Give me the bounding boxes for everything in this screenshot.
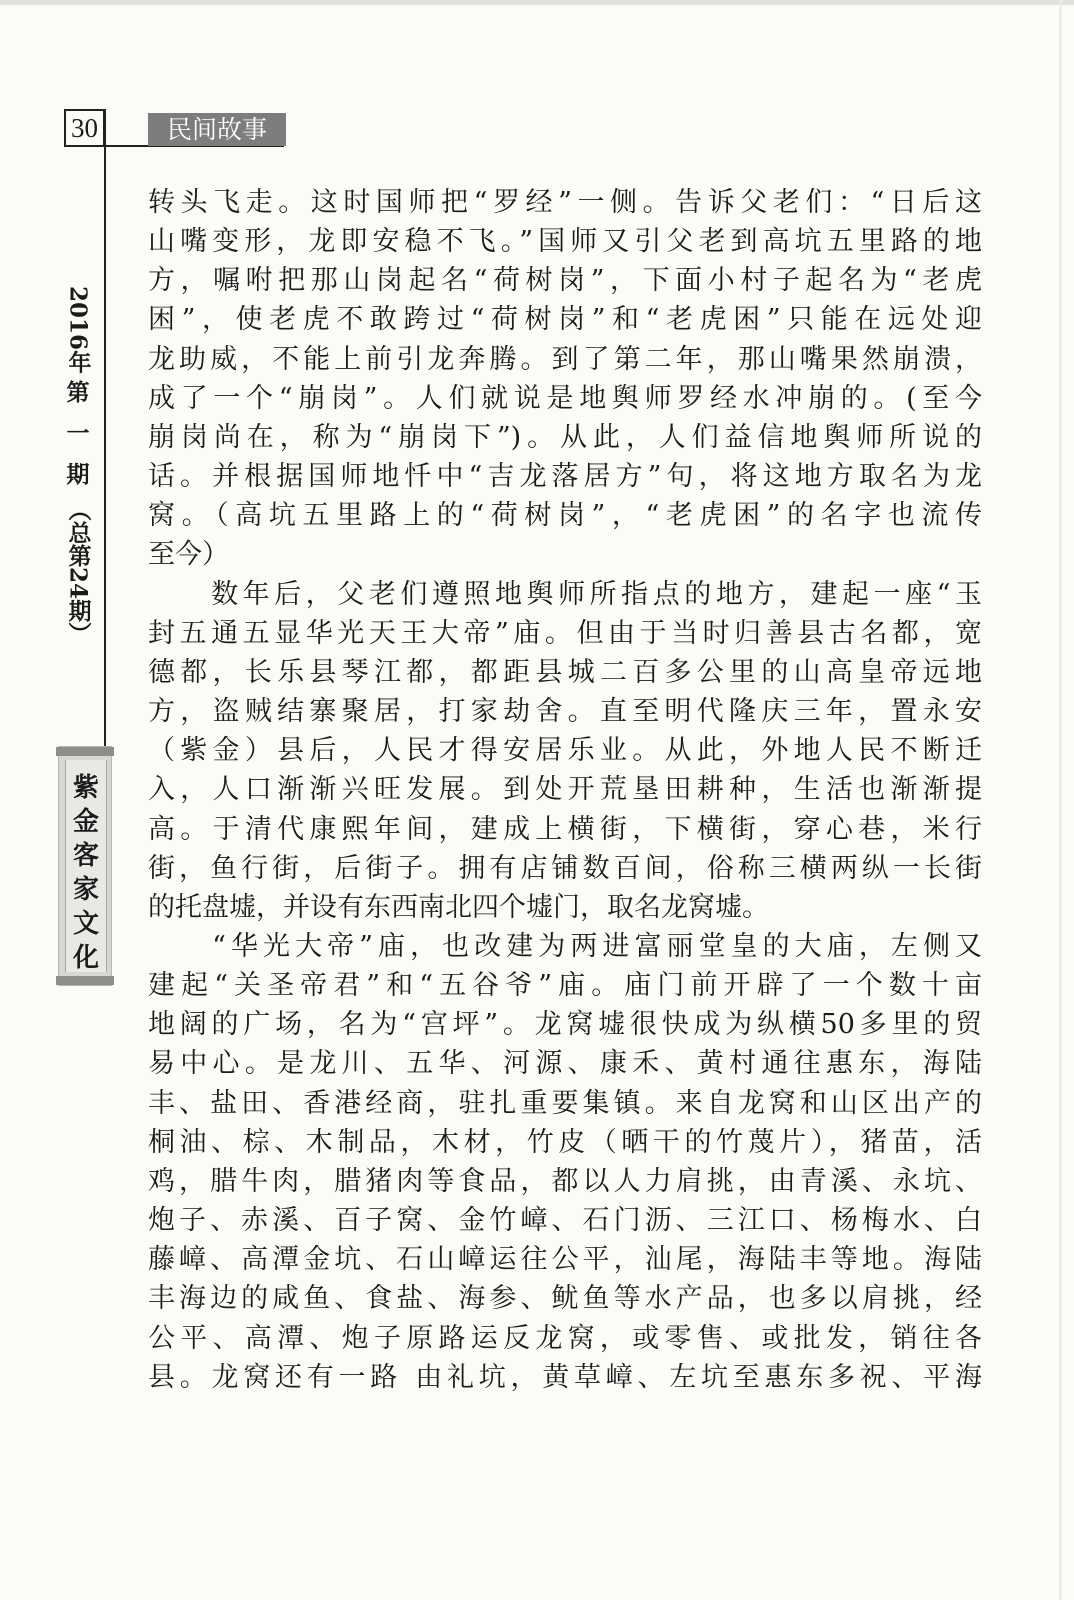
text-line: 藤嶂、高潭金坑、石山嶂运往公平，汕尾，海陆丰等地。海陆 — [148, 1244, 982, 1276]
text-line: 建起“关圣帝君”和“五谷爷”庙。庙门前开辟了一个数十亩 — [148, 970, 982, 1002]
section-title: 民间故事 — [148, 113, 286, 146]
text-line: 困”，使老虎不敢跨过“荷树岗”和“老虎困”只能在远处迎 — [148, 304, 982, 336]
logo-char: 客 — [72, 841, 99, 871]
text-line: 桐油、棕、木制品，木材，竹皮（晒干的竹蔑片），猪苗，活 — [148, 1126, 982, 1158]
logo-scroll — [58, 746, 112, 986]
publication-logo — [59, 771, 113, 975]
issue-char-2: 一 — [66, 420, 90, 447]
text-line: 方，嘱咐把那山岗起名“荷树岗”，下面小村子起名为“老虎 — [148, 265, 982, 297]
text-line: 地阔的广场，名为“宫坪”。龙窝墟很快成为纵横50多里的贸 — [148, 1009, 982, 1041]
logo-char: 家 — [72, 875, 99, 905]
text-line: 街，鱼行街，后街子。拥有店铺数百间，俗称三横两纵一长街 — [148, 852, 982, 884]
text-line: 炮子、赤溪、百子窝、金竹嶂、石门沥、三江口、杨梅水、白 — [148, 1205, 982, 1237]
issue-info — [60, 286, 96, 647]
text-line: （紫金）县后，人民才得安居乐业。从此，外地人民不断迁 — [148, 735, 982, 767]
right-edge — [1059, 0, 1062, 1600]
issue-char-3: 期 — [66, 461, 90, 488]
text-line: 龙助威，不能上前引龙奔腾。到了第二年，那山嘴果然崩溃， — [148, 343, 982, 375]
scroll-cap-bottom — [56, 976, 114, 985]
logo-char: 紫 — [72, 773, 99, 803]
text-line: 数年后，父老们遵照地舆师所指点的地方，建起一座“玉 — [148, 578, 982, 610]
logo-char: 金 — [72, 807, 99, 837]
margin-divider — [104, 109, 106, 749]
page-number: 30 — [64, 109, 105, 147]
text-line: 崩岗尚在，称为“崩岗下”)。从此，人们益信地舆师所说的 — [148, 421, 982, 453]
text-line: 德都，长乐县琴江都，都距县城二百多公里的山高皇帝远地 — [148, 656, 982, 688]
top-edge — [0, 0, 1074, 5]
logo-char: 文 — [72, 909, 99, 939]
text-line: 至今） — [148, 539, 229, 571]
logo-char: 化 — [72, 943, 99, 973]
text-line: 山嘴变形，龙即安稳不飞。”国师又引父老到高坑五里路的地 — [148, 226, 982, 258]
issue-char-1: 第 — [66, 379, 90, 406]
text-line: 成了一个“崩岗”。人们就说是地舆师罗经水冲崩的。(至今 — [148, 382, 982, 414]
text-line: 的托盘墟，并设有东西南北四个墟门，取名龙窝墟。 — [148, 891, 769, 923]
text-line: 鸡，腊牛肉，腊猪肉等食品，都以人力肩挑，由青溪、永坑、 — [148, 1165, 982, 1197]
text-line: 丰、盐田、香港经商，驻扎重要集镇。来自龙窝和山区出产的 — [148, 1087, 982, 1119]
text-line: 封五通五显华光天王大帝”庙。但由于当时归善县古名都，宽 — [148, 617, 982, 649]
text-line: 窝。（高坑五里路上的“荷树岗”，“老虎困”的名字也流传 — [148, 500, 982, 532]
text-line: 话。并根据国师地忏中“吉龙落居方”句，将这地方取名为龙 — [148, 461, 982, 493]
text-line: 方，盗贼结寨聚居，打家劫舍。直至明代隆庆三年，置永安 — [148, 696, 982, 728]
text-line: 高。于清代康熙年间，建成上横街，下横街，穿心巷，米行 — [148, 813, 982, 845]
text-line: “华光大帝”庙，也改建为两进富丽堂皇的大庙，左侧又 — [148, 930, 982, 962]
article-body — [148, 183, 982, 1397]
issue-year: 2016年 — [64, 286, 92, 374]
text-line: 易中心。是龙川、五华、河源、康禾、黄村通往惠东，海陆 — [148, 1048, 982, 1080]
text-line: 丰海边的咸鱼、食盐、海参、鱿鱼等水产品，也多以肩挑，经 — [148, 1283, 982, 1315]
text-line: 转头飞走。这时国师把“罗经”一侧。告诉父老们：“日后这 — [148, 187, 982, 218]
scroll-cap-top — [56, 747, 114, 756]
text-line: 公平、高潭、炮子原路运反龙窝，或零售、或批发，销往各 — [148, 1322, 982, 1354]
text-line: 入，人口渐渐兴旺发展。到处开荒垦田耕种，生活也渐渐提 — [148, 774, 982, 806]
text-line: 县。龙窝还有一路 由礼坑，黄草嶂、左坑至惠东多祝、平海 — [148, 1361, 982, 1393]
issue-total: （总第24期） — [64, 498, 92, 646]
